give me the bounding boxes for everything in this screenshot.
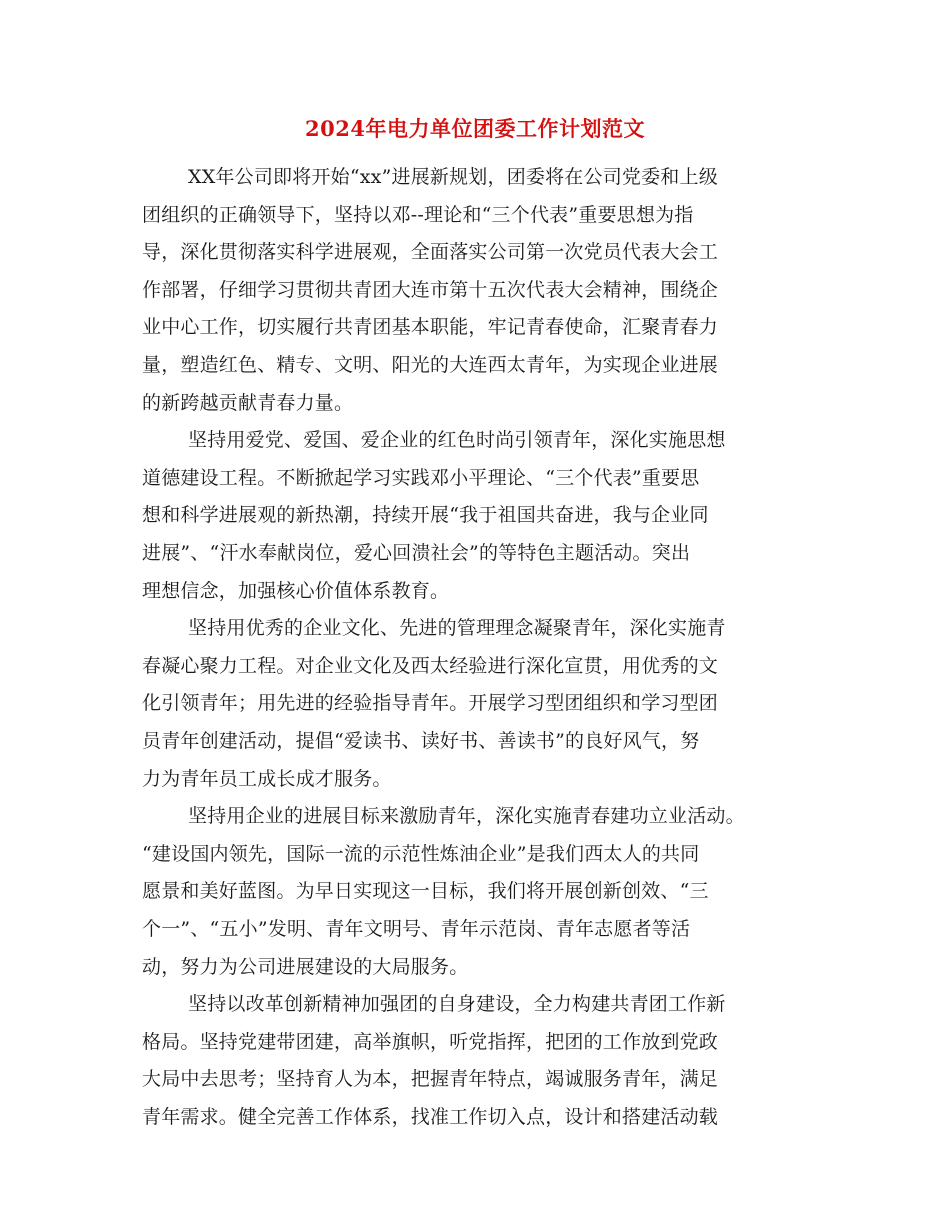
- text-line: 青年需求。健全完善工作体系，找准工作切入点，设计和搭建活动载: [142, 1106, 719, 1128]
- text-line: 大局中去思考；坚持育人为本，把握青年特点，竭诚服务青年，满足: [142, 1068, 719, 1090]
- text-line: 坚持用优秀的企业文化、先进的管理理念凝聚青年，深化实施青: [188, 617, 726, 639]
- document-title: 2024年电力单位团委工作计划范文: [305, 116, 645, 141]
- text-line: 导，深化贯彻落实科学进展观，全面落实公司第一次党员代表大会工: [142, 241, 719, 263]
- text-line: 化引领青年；用先进的经验指导青年。开展学习型团组织和学习型团: [142, 692, 719, 714]
- text-line: “建设国内领先，国际一流的示范性炼油企业”是我们西太人的共同: [142, 843, 700, 865]
- text-line: 坚持用爱党、爱国、爱企业的红色时尚引领青年，深化实施思想: [188, 429, 726, 451]
- text-line: 坚持以改革创新精神加强团的自身建设，全力构建共青团工作新: [188, 993, 726, 1015]
- text-line: 动，努力为公司进展建设的大局服务。: [142, 956, 469, 978]
- text-line: 理想信念，加强核心价值体系教育。: [142, 580, 450, 602]
- text-line: 作部署，仔细学习贯彻共青团大连市第十五次代表大会精神，围绕企: [142, 279, 719, 301]
- text-line: 业中心工作，切实履行共青团基本职能，牢记青春使命，汇聚青春力: [142, 316, 719, 338]
- text-line: 个一”、“五小”发明、青年文明号、青年示范岗、青年志愿者等活: [142, 918, 691, 940]
- text-line: 坚持用企业的进展目标来激励青年，深化实施青春建功立业活动。: [188, 805, 745, 827]
- text-line: 员青年创建活动，提倡“爱读书、读好书、善读书”的良好风气，努: [142, 730, 700, 752]
- text-line: 进展”、“汗水奉献岗位，爱心回溃社会”的等特色主题活动。突出: [142, 542, 691, 564]
- text-line: 格局。坚持党建带团建，高举旗帜，听党指挥，把团的工作放到党政: [142, 1031, 719, 1053]
- text-line: 团组织的正确领导下，坚持以邓--理论和“三个代表”重要思想为指: [142, 204, 694, 226]
- text-line: 道德建设工程。不断掀起学习实践邓小平理论、“三个代表”重要思: [142, 467, 700, 489]
- text-line: 的新跨越贡献青春力量。: [142, 392, 354, 414]
- text-line: 想和科学进展观的新热潮，持续开展“我于祖国共奋进，我与企业同: [142, 504, 709, 526]
- text-line: 愿景和美好蓝图。为早日实现这一目标，我们将开展创新创效、“三: [142, 880, 709, 902]
- text-line: 量，塑造红色、精专、文明、阳光的大连西太青年，为实现企业进展: [142, 354, 719, 376]
- text-line: 春凝心聚力工程。对企业文化及西太经验进行深化宣贯，用优秀的文: [142, 655, 719, 677]
- text-line: XX年公司即将开始“xx”进展新规划，团委将在公司党委和上级: [188, 166, 718, 188]
- text-line: 力为青年员工成长成才服务。: [142, 768, 392, 790]
